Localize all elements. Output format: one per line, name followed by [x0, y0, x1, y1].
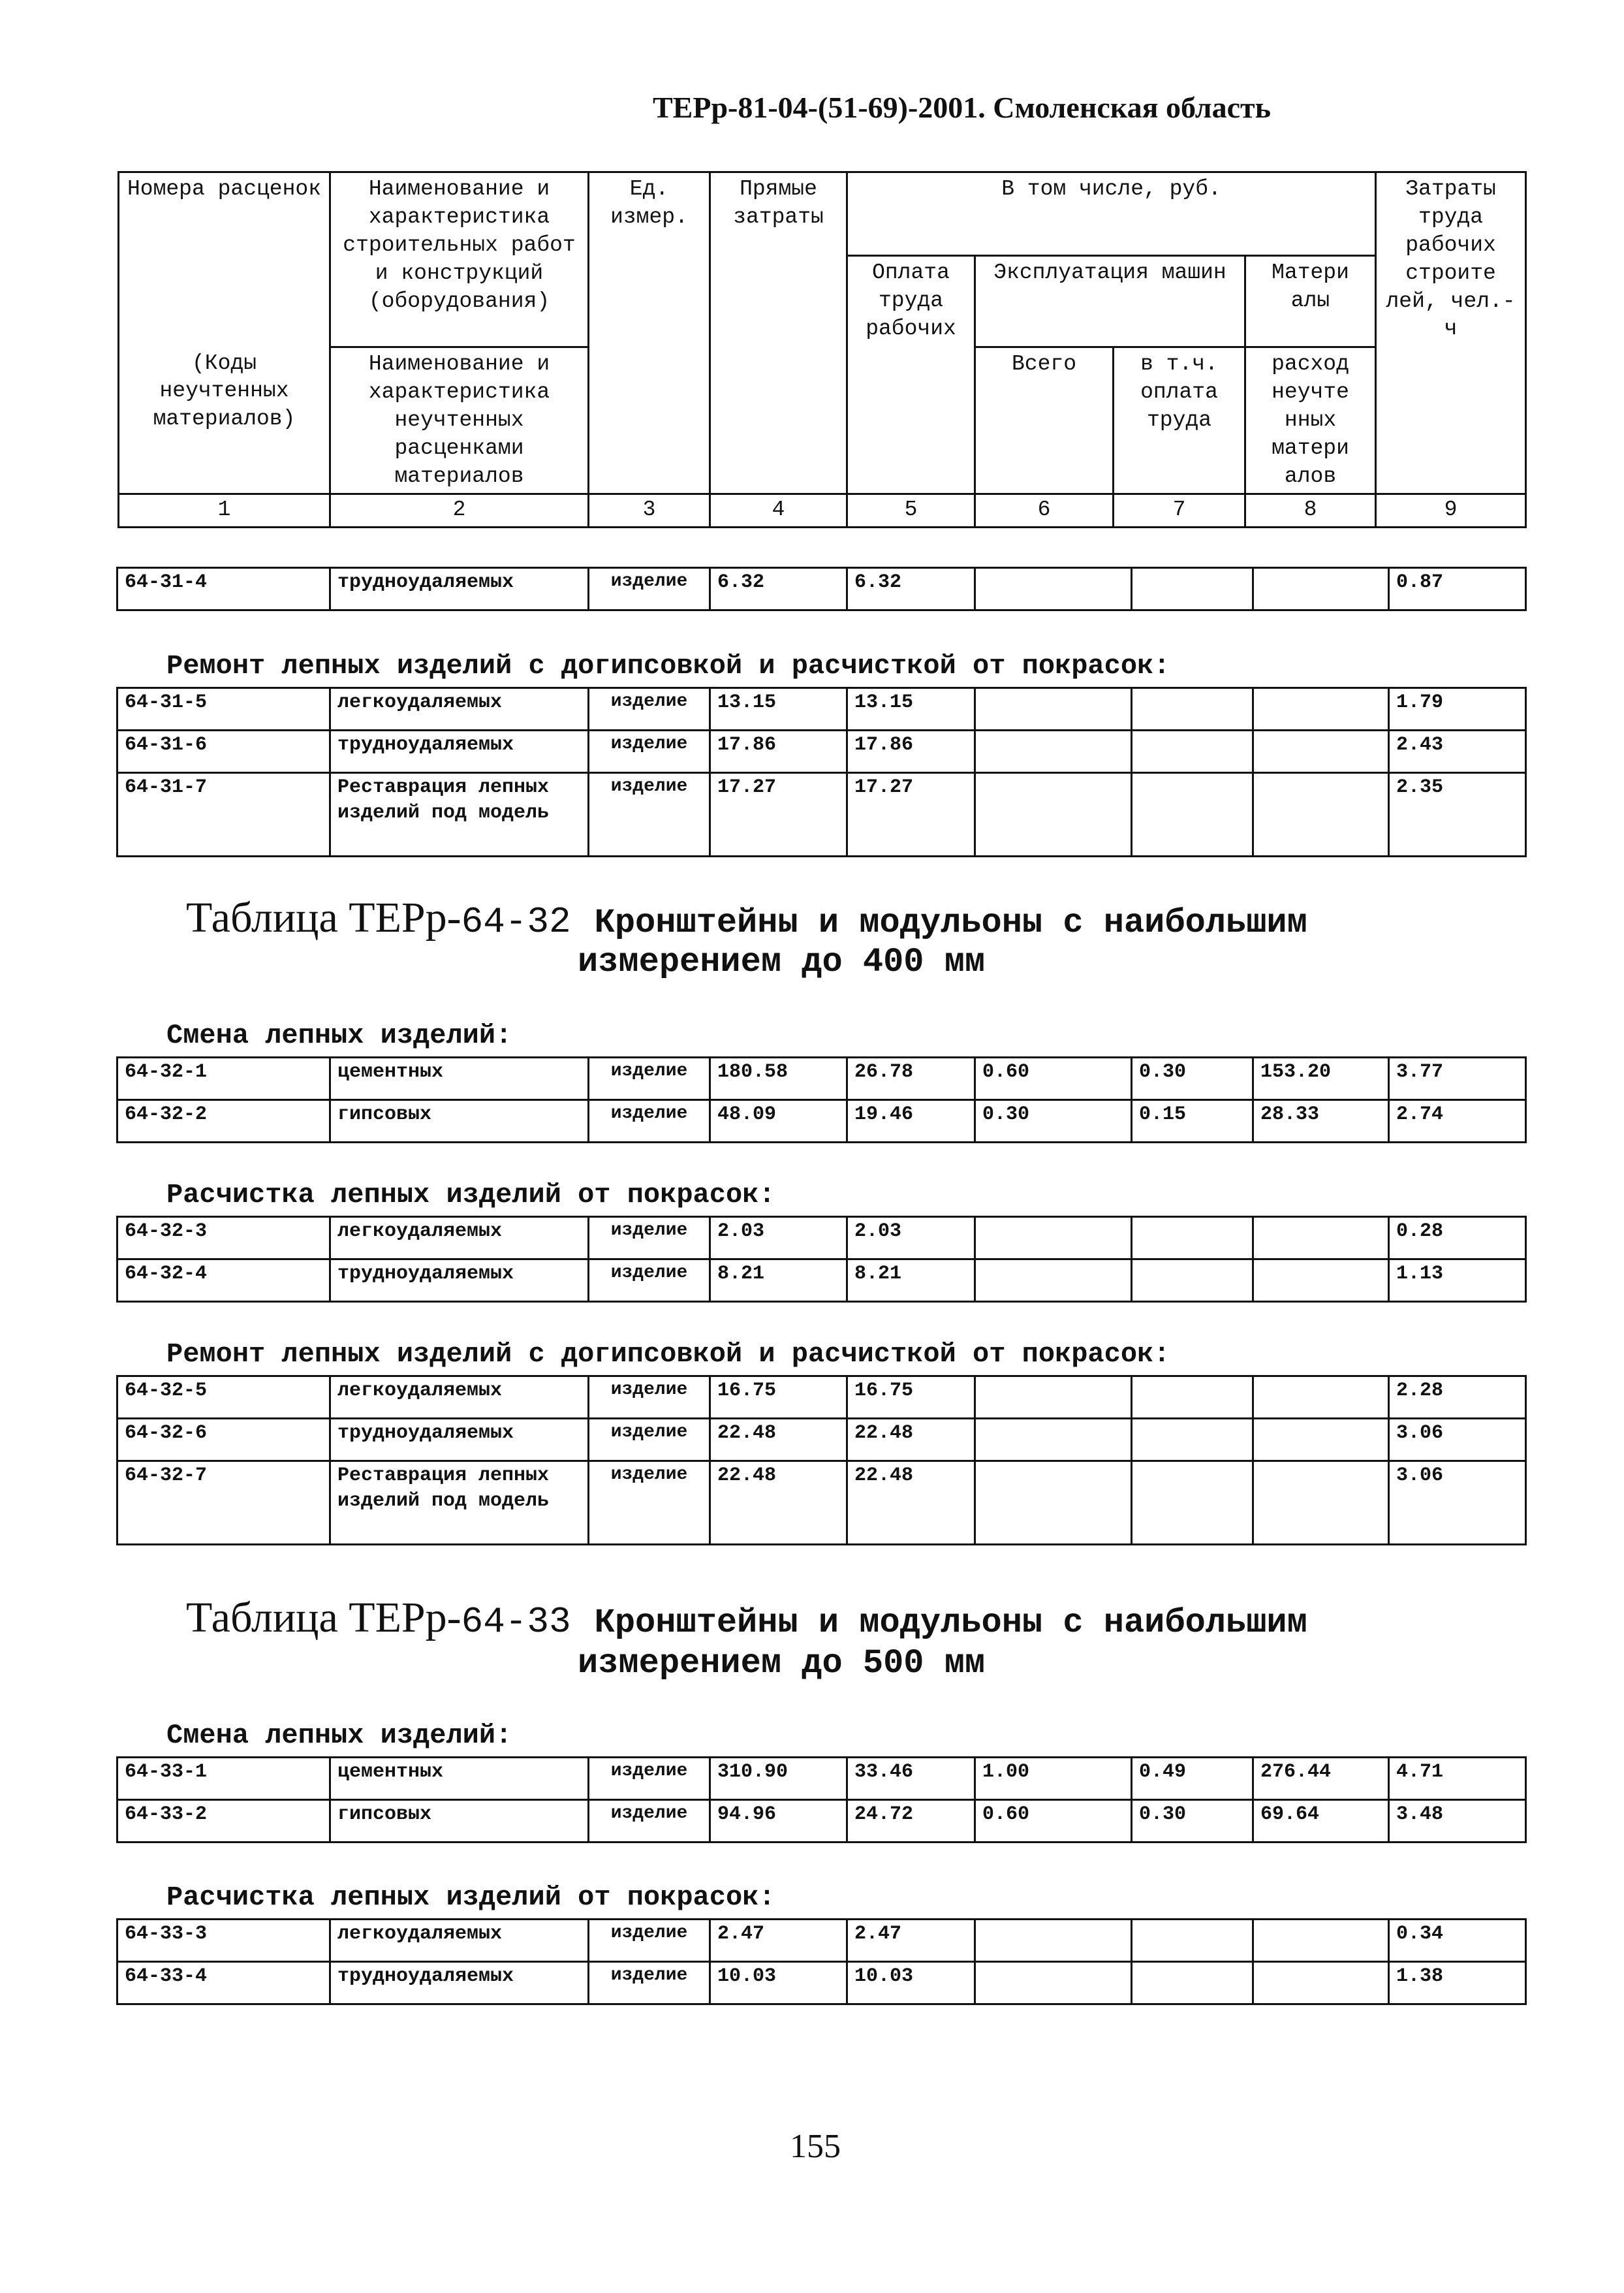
work-name: трудноудаляемых [330, 1259, 589, 1302]
direct-cost: 22.48 [710, 1419, 847, 1461]
table-row [117, 1758, 1526, 1800]
labor-hours: 3.48 [1389, 1800, 1526, 1842]
direct-cost: 22.48 [710, 1461, 847, 1545]
unit: изделие [589, 1758, 710, 1800]
machine-cost [975, 688, 1132, 731]
machine-labor-cost [1132, 568, 1253, 610]
rates-table [116, 1056, 1527, 1143]
table-row [117, 1058, 1526, 1100]
materials-cost [1253, 688, 1389, 731]
table-title-description: Кронштейны и модульоны с наибольшим [594, 904, 1307, 942]
rates-table [116, 687, 1527, 857]
table-title [186, 1593, 1307, 1643]
table-title-lead: Таблица ТЕРр- [186, 894, 461, 941]
unit: изделие [589, 568, 710, 610]
col-hours-header: Затраты труда рабочих строите лей, чел.-ч [1376, 172, 1526, 494]
labor-hours: 2.35 [1389, 773, 1526, 857]
rate-code: 64-32-3 [117, 1217, 330, 1259]
table-row [117, 1920, 1526, 1962]
labor-hours: 2.43 [1389, 731, 1526, 773]
table-title-description: Кронштейны и модульоны с наибольшим [594, 1604, 1307, 1642]
labor-hours: 2.74 [1389, 1100, 1526, 1143]
table-title [186, 893, 1307, 943]
rates-table [116, 1216, 1527, 1303]
materials-cost [1253, 1259, 1389, 1302]
machine-labor-cost [1132, 731, 1253, 773]
materials-cost [1253, 1217, 1389, 1259]
rates-table [116, 1918, 1527, 2005]
unit: изделие [589, 1962, 710, 2004]
rate-code: 64-32-1 [117, 1058, 330, 1100]
unit: изделие [589, 731, 710, 773]
machine-cost: 0.60 [975, 1058, 1132, 1100]
labor-cost: 22.48 [847, 1461, 975, 1545]
labor-cost: 17.27 [847, 773, 975, 857]
labor-hours: 3.77 [1389, 1058, 1526, 1100]
col-number: 9 [1376, 494, 1526, 528]
table-row [117, 731, 1526, 773]
labor-hours: 2.28 [1389, 1376, 1526, 1419]
table-title-code: 64-32 [461, 901, 571, 943]
labor-cost: 17.86 [847, 731, 975, 773]
table-row [117, 1419, 1526, 1461]
labor-cost: 13.15 [847, 688, 975, 731]
direct-cost: 94.96 [710, 1800, 847, 1842]
machine-labor-cost: 0.15 [1132, 1100, 1253, 1143]
machine-cost [975, 1461, 1132, 1545]
section-title: Смена лепных изделий: [166, 1020, 512, 1051]
work-name: трудноудаляемых [330, 1419, 589, 1461]
col-name-header: Наименование и характеристика строительных работ и конструкций (оборудования) [330, 172, 589, 347]
direct-cost: 180.58 [710, 1058, 847, 1100]
table-row [117, 1100, 1526, 1143]
labor-hours: 1.13 [1389, 1259, 1526, 1302]
work-name: легкоудаляемых [330, 1376, 589, 1419]
machine-labor-cost [1132, 773, 1253, 857]
work-name: трудноудаляемых [330, 1962, 589, 2004]
labor-hours: 3.06 [1389, 1419, 1526, 1461]
machine-cost [975, 1920, 1132, 1962]
table-title-continuation: измерением до 500 мм [578, 1644, 986, 1683]
page-header: ТЕРр-81-04-(51-69)-2001. Смоленская область [653, 91, 1271, 124]
labor-cost: 26.78 [847, 1058, 975, 1100]
column-header-table [117, 171, 1527, 528]
unit: изделие [589, 1920, 710, 1962]
section-title: Расчистка лепных изделий от покрасок: [166, 1179, 775, 1210]
direct-cost: 16.75 [710, 1376, 847, 1419]
work-name: Реставрация лепных изделий под модель [330, 773, 589, 857]
col-materials-subheader: расход неучте нных матери алов [1245, 347, 1376, 494]
direct-cost: 310.90 [710, 1758, 847, 1800]
machine-labor-cost: 0.30 [1132, 1058, 1253, 1100]
rate-code: 64-33-3 [117, 1920, 330, 1962]
materials-cost: 276.44 [1253, 1758, 1389, 1800]
table-row [117, 1217, 1526, 1259]
col-group-header: В том числе, руб. [847, 172, 1376, 256]
labor-cost: 33.46 [847, 1758, 975, 1800]
machine-cost: 1.00 [975, 1758, 1132, 1800]
materials-cost [1253, 1419, 1389, 1461]
labor-cost: 6.32 [847, 568, 975, 610]
unit: изделие [589, 1217, 710, 1259]
work-name: легкоудаляемых [330, 1920, 589, 1962]
rates-table [116, 1756, 1527, 1843]
work-name: гипсовых [330, 1800, 589, 1842]
col-number: 6 [975, 494, 1114, 528]
unit: изделие [589, 1259, 710, 1302]
unit: изделие [589, 1100, 710, 1143]
table-row [117, 1800, 1526, 1842]
direct-cost: 17.27 [710, 773, 847, 857]
machine-cost [975, 1259, 1132, 1302]
materials-cost: 153.20 [1253, 1058, 1389, 1100]
materials-cost [1253, 731, 1389, 773]
unit: изделие [589, 688, 710, 731]
col-machines-total-header: Всего [975, 347, 1114, 494]
labor-cost: 2.47 [847, 1920, 975, 1962]
unit: изделие [589, 1461, 710, 1545]
work-name: трудноудаляемых [330, 568, 589, 610]
table-title-lead: Таблица ТЕРр- [186, 1594, 461, 1641]
machine-labor-cost [1132, 1920, 1253, 1962]
table-row [117, 1461, 1526, 1545]
rate-code: 64-32-7 [117, 1461, 330, 1545]
labor-cost: 24.72 [847, 1800, 975, 1842]
machine-cost [975, 1962, 1132, 2004]
machine-cost [975, 568, 1132, 610]
materials-cost [1253, 1461, 1389, 1545]
rate-code: 64-32-4 [117, 1259, 330, 1302]
section-title: Смена лепных изделий: [166, 1720, 512, 1751]
labor-hours: 1.79 [1389, 688, 1526, 731]
work-name: легкоудаляемых [330, 1217, 589, 1259]
rate-code: 64-31-6 [117, 731, 330, 773]
col-number: 7 [1114, 494, 1245, 528]
machine-cost [975, 773, 1132, 857]
machine-cost: 0.30 [975, 1100, 1132, 1143]
unit: изделие [589, 1376, 710, 1419]
direct-cost: 2.03 [710, 1217, 847, 1259]
rate-code: 64-32-5 [117, 1376, 330, 1419]
machine-labor-cost [1132, 1217, 1253, 1259]
col-unit-header: Ед. измер. [589, 172, 710, 494]
machine-labor-cost [1132, 1461, 1253, 1545]
machine-labor-cost [1132, 1259, 1253, 1302]
section-title: Ремонт лепных изделий с догипсовкой и расчисткой от покрасок: [166, 650, 1170, 682]
labor-cost: 8.21 [847, 1259, 975, 1302]
direct-cost: 6.32 [710, 568, 847, 610]
rate-code: 64-33-2 [117, 1800, 330, 1842]
unit: изделие [589, 1058, 710, 1100]
rates-table [116, 567, 1527, 611]
table-row [117, 688, 1526, 731]
labor-cost: 2.03 [847, 1217, 975, 1259]
table-row [117, 1962, 1526, 2004]
rate-code: 64-33-4 [117, 1962, 330, 2004]
work-name: гипсовых [330, 1100, 589, 1143]
rate-code: 64-32-2 [117, 1100, 330, 1143]
machine-cost: 0.60 [975, 1800, 1132, 1842]
machine-labor-cost: 0.30 [1132, 1800, 1253, 1842]
col-direct-header: Прямые затраты [710, 172, 847, 494]
materials-cost [1253, 1962, 1389, 2004]
rate-code: 64-32-6 [117, 1419, 330, 1461]
machine-cost [975, 1217, 1132, 1259]
page-number: 155 [790, 2128, 841, 2165]
col-number: 1 [119, 494, 330, 528]
col-number: 3 [589, 494, 710, 528]
col-labor-header: Оплата труда рабочих [847, 256, 975, 494]
work-name: цементных [330, 1058, 589, 1100]
unit: изделие [589, 1800, 710, 1842]
materials-cost: 28.33 [1253, 1100, 1389, 1143]
col-machines-labor-header: в т.ч. оплата труда [1114, 347, 1245, 494]
labor-hours: 0.28 [1389, 1217, 1526, 1259]
labor-hours: 0.87 [1389, 568, 1526, 610]
machine-labor-cost [1132, 1962, 1253, 2004]
table-row [117, 773, 1526, 857]
unit: изделие [589, 773, 710, 857]
rate-code: 64-33-1 [117, 1758, 330, 1800]
col-name-subheader: Наименование и характеристика неучтенных расценками материалов [330, 347, 589, 494]
rate-code: 64-31-4 [117, 568, 330, 610]
col-number: 5 [847, 494, 975, 528]
direct-cost: 10.03 [710, 1962, 847, 2004]
direct-cost: 48.09 [710, 1100, 847, 1143]
rate-code: 64-31-7 [117, 773, 330, 857]
table-title-continuation: измерением до 400 мм [578, 943, 986, 981]
direct-cost: 2.47 [710, 1920, 847, 1962]
col-number: 8 [1245, 494, 1376, 528]
work-name: Реставрация лепных изделий под модель [330, 1461, 589, 1545]
direct-cost: 8.21 [710, 1259, 847, 1302]
section-title: Ремонт лепных изделий с догипсовкой и расчисткой от покрасок: [166, 1338, 1170, 1370]
table-row [117, 568, 1526, 610]
machine-cost [975, 1419, 1132, 1461]
labor-hours: 3.06 [1389, 1461, 1526, 1545]
labor-cost: 19.46 [847, 1100, 975, 1143]
labor-cost: 10.03 [847, 1962, 975, 2004]
col-machines-header: Эксплуатация машин [975, 256, 1245, 347]
machine-labor-cost: 0.49 [1132, 1758, 1253, 1800]
machine-labor-cost [1132, 688, 1253, 731]
unit: изделие [589, 1419, 710, 1461]
materials-cost [1253, 1376, 1389, 1419]
table-row [117, 1259, 1526, 1302]
rate-code: 64-31-5 [117, 688, 330, 731]
rates-table [116, 1375, 1527, 1545]
table-row [117, 1376, 1526, 1419]
materials-cost [1253, 773, 1389, 857]
labor-hours: 1.38 [1389, 1962, 1526, 2004]
section-title: Расчистка лепных изделий от покрасок: [166, 1882, 775, 1913]
materials-cost: 69.64 [1253, 1800, 1389, 1842]
work-name: цементных [330, 1758, 589, 1800]
machine-cost [975, 731, 1132, 773]
machine-cost [975, 1376, 1132, 1419]
work-name: легкоудаляемых [330, 688, 589, 731]
direct-cost: 13.15 [710, 688, 847, 731]
table-title-code: 64-33 [461, 1601, 571, 1643]
machine-labor-cost [1132, 1376, 1253, 1419]
materials-cost [1253, 568, 1389, 610]
materials-cost [1253, 1920, 1389, 1962]
labor-hours: 0.34 [1389, 1920, 1526, 1962]
col-number: 2 [330, 494, 589, 528]
col-materials-header: Матери алы [1245, 256, 1376, 347]
work-name: трудноудаляемых [330, 731, 589, 773]
labor-cost: 22.48 [847, 1419, 975, 1461]
col-codes-subheader: (Коды неучтенных материалов) [119, 347, 330, 494]
machine-labor-cost [1132, 1419, 1253, 1461]
col-number: 4 [710, 494, 847, 528]
labor-hours: 4.71 [1389, 1758, 1526, 1800]
direct-cost: 17.86 [710, 731, 847, 773]
col-codes-header: Номера расценок [119, 172, 330, 347]
labor-cost: 16.75 [847, 1376, 975, 1419]
